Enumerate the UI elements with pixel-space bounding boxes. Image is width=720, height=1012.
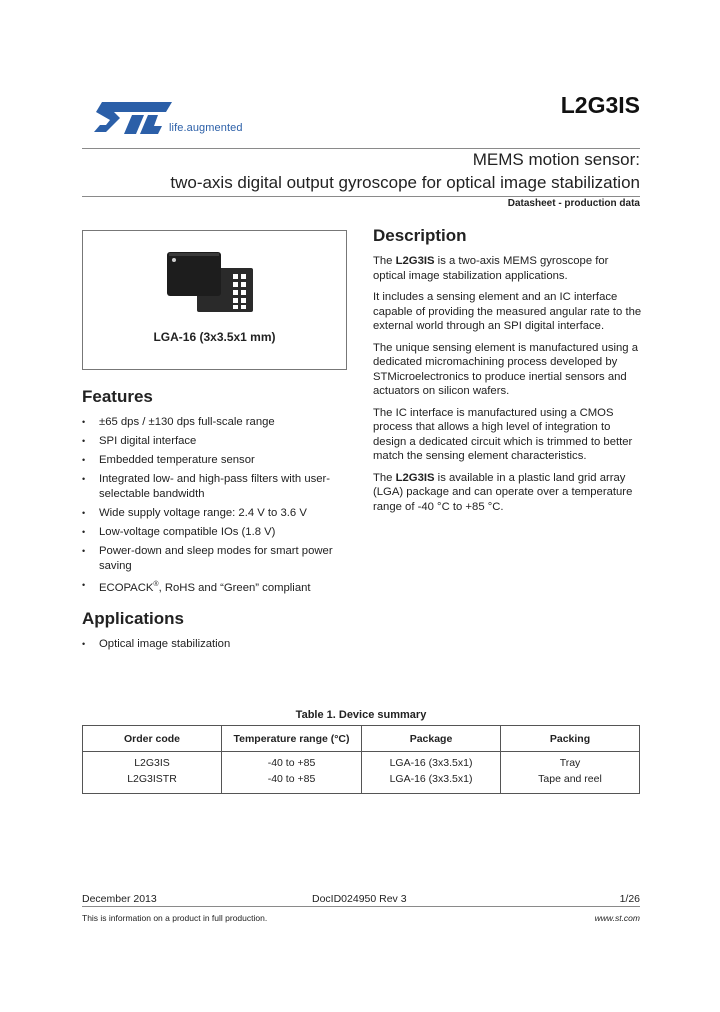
table-cell: L2G3ISTR	[83, 773, 222, 794]
list-item: • Power-down and sleep modes for smart power saving	[82, 544, 354, 573]
table-caption: Table 1. Device summary	[295, 709, 427, 721]
table-cell: LGA-16 (3x3.5x1)	[362, 773, 501, 794]
footer-divider	[82, 906, 640, 907]
description-paragraph: The unique sensing element is manufactured using a dedicated micromachining process developed by STMicroelectronics to produce inertial sensors and actuators on silicon wafers.	[373, 341, 639, 397]
footer-date: December 2013	[82, 893, 157, 905]
ecopack-text: ECOPACK	[99, 581, 154, 594]
column-header: Packing	[501, 726, 640, 752]
list-item: • Low-voltage compatible IOs (1.8 V)	[82, 525, 354, 540]
description-heading: Description	[373, 226, 467, 245]
part-name: L2G3IS	[395, 255, 435, 267]
registered-mark: ®	[153, 580, 159, 588]
st-logo	[92, 98, 174, 138]
table-cell: -40 to +85	[222, 773, 362, 794]
applications-heading: Applications	[82, 609, 185, 628]
part-name: L2G3IS	[395, 471, 435, 484]
table-row	[83, 773, 640, 794]
column-header: Package	[362, 726, 501, 752]
table-row	[83, 752, 640, 774]
package-caption: LGA-16 (3x3.5x1 mm)	[153, 330, 276, 344]
doc-title-line1: MEMS motion sensor:	[472, 150, 640, 169]
footer-page-number: 1/26	[619, 893, 640, 905]
list-item-ecopack	[82, 578, 354, 595]
table-header-row	[83, 726, 640, 752]
description-body	[373, 254, 643, 521]
description-paragraph	[373, 471, 643, 515]
title-divider	[82, 196, 640, 197]
footer-production-note: This is information on a product in full production.	[82, 913, 268, 923]
text-run: The	[373, 255, 396, 267]
list-item: • Wide supply voltage range: 2.4 V to 3.6 V	[82, 506, 354, 521]
list-item: • ±65 dps / ±130 dps full-scale range	[82, 415, 354, 430]
column-header: Order code	[83, 726, 222, 752]
features-list	[82, 415, 354, 600]
device-summary-table	[82, 725, 640, 794]
description-paragraph: It includes a sensing element and an IC interface capable of providing the measured angular rate to the external world through an SPI digital interface.	[373, 291, 642, 332]
part-number: L2G3IS	[560, 92, 640, 118]
doc-subtitle: Datasheet - production data	[507, 198, 640, 209]
table-cell: LGA-16 (3x3.5x1)	[362, 752, 501, 774]
table-cell: Tape and reel	[501, 773, 640, 794]
header-divider	[82, 148, 640, 149]
compliance-text: , RoHS and “Green” compliant	[158, 581, 311, 594]
applications-list	[82, 637, 354, 656]
lga-package-image	[165, 250, 257, 312]
doc-title-line2: two-axis digital output gyroscope for optical image stabilization	[170, 173, 640, 192]
text-run: is available in a plastic land grid array (LGA) package and can operate over a temperature range of -40 °C to +85 °C.	[373, 471, 633, 513]
list-item: • Integrated low- and high-pass filters with user-selectable bandwidth	[82, 472, 354, 501]
table-cell: -40 to +85	[222, 752, 362, 774]
brand-tagline: life.augmented	[169, 122, 243, 134]
table-cell: Tray	[501, 752, 640, 774]
column-header: Temperature range (°C)	[222, 726, 362, 752]
description-paragraph: The IC interface is manufactured using a CMOS process that allows a high level of integration to design a dedicated circuit which is trimmed to better match the sensing element characteristics.	[373, 406, 633, 462]
text-run: The	[373, 471, 396, 484]
table-cell: L2G3IS	[83, 752, 222, 774]
list-item: • Embedded temperature sensor	[82, 453, 354, 468]
footer-doc-id: DocID024950 Rev 3	[312, 893, 407, 905]
list-item: • SPI digital interface	[82, 434, 354, 449]
footer-website-link[interactable]: www.st.com	[594, 913, 640, 923]
features-heading: Features	[82, 387, 153, 406]
description-paragraph	[373, 254, 643, 283]
text-run: is a two-axis MEMS gyroscope for optical image stabilization applications.	[373, 255, 609, 282]
list-item: • Optical image stabilization	[82, 637, 354, 652]
